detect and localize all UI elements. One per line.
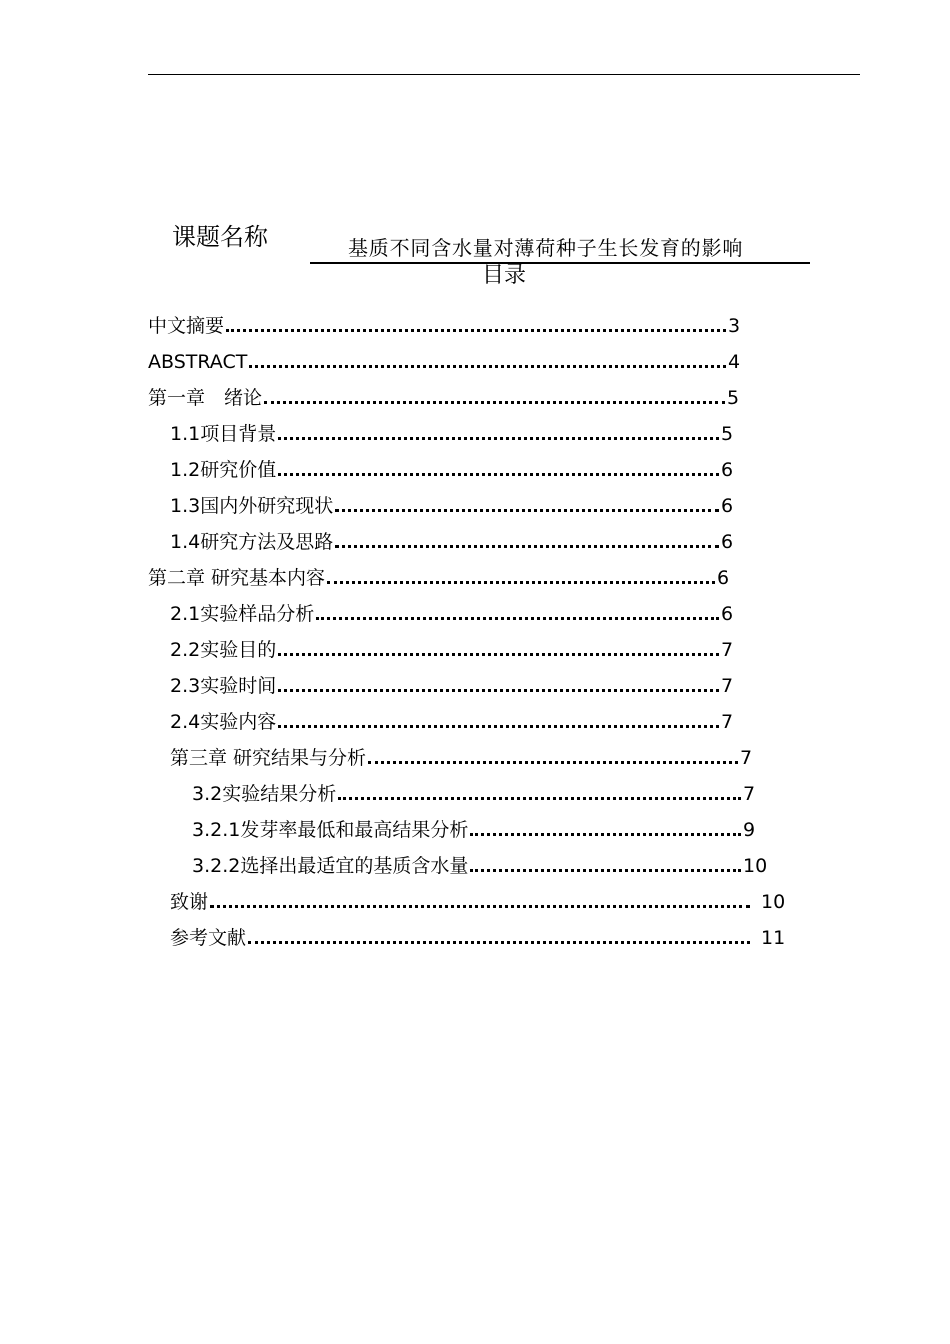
toc-dot-leader [335, 545, 719, 548]
toc-entry[interactable] [170, 601, 751, 627]
toc-dot-leader [226, 329, 726, 332]
toc-entry-page-number: 6 [721, 603, 734, 625]
toc-dot-leader [278, 689, 719, 692]
toc-entry-page-number: 7 [743, 783, 756, 805]
header-rule [148, 74, 860, 75]
toc-entry-page-number: 6 [721, 495, 734, 517]
toc-entry-page-number: 6 [721, 459, 734, 481]
toc-entry[interactable] [148, 565, 747, 591]
toc-entry[interactable] [192, 817, 773, 843]
toc-entry[interactable] [148, 385, 757, 411]
toc-entry-label: 第一章 绪论 [148, 387, 263, 409]
toc-dot-leader [368, 761, 738, 764]
toc-entry[interactable] [170, 925, 791, 951]
toc-dot-leader [338, 797, 741, 800]
toc-entry-label: 参考文献 [170, 927, 247, 949]
toc-entry-page-number: 7 [721, 711, 734, 733]
toc-entry-label: 第三章 研究结果与分析 [170, 747, 367, 769]
toc-entry[interactable] [148, 349, 758, 375]
toc-dot-leader [278, 473, 719, 476]
toc-entry-page-number: 6 [717, 567, 730, 589]
toc-entry[interactable] [170, 637, 751, 663]
toc-entry-label: 1.1项目背景 [170, 423, 277, 445]
toc-entry[interactable] [192, 853, 773, 879]
toc-dot-leader [316, 617, 719, 620]
toc-dot-leader [327, 581, 715, 584]
toc-entry-label: 3.2.1发芽率最低和最高结果分析 [192, 819, 469, 841]
toc-entry[interactable] [170, 529, 751, 555]
toc-entry-label: 2.2实验目的 [170, 639, 277, 661]
toc-entry-label: 第二章 研究基本内容 [148, 567, 326, 589]
toc-dot-leader [248, 941, 750, 944]
toc-entry-label: 1.2研究价值 [170, 459, 277, 481]
subject-label: 课题名称 [172, 223, 268, 251]
toc-entry[interactable] [170, 673, 751, 699]
toc-entry-page-number: 5 [721, 423, 734, 445]
toc-dot-leader [470, 833, 741, 836]
toc-entry-page-number: 10 [761, 891, 786, 913]
toc-entry[interactable] [148, 313, 758, 339]
toc-entry-page-number: 4 [728, 351, 741, 373]
toc-entry[interactable] [192, 781, 773, 807]
toc-entry[interactable] [170, 745, 770, 771]
toc-entry-label: 致谢 [170, 891, 209, 913]
toc-entry-label: 2.4实验内容 [170, 711, 277, 733]
toc-entry-page-number: 7 [721, 675, 734, 697]
toc-entry-page-number: 3 [728, 315, 741, 337]
toc-entry-page-number: 10 [743, 855, 768, 877]
toc-entry-page-number: 6 [721, 531, 734, 553]
toc-entry-page-number: 11 [761, 927, 786, 949]
toc-dot-leader [335, 509, 719, 512]
toc-entry[interactable] [170, 457, 751, 483]
toc-dot-leader [278, 653, 719, 656]
toc-entry-label: 1.3国内外研究现状 [170, 495, 334, 517]
toc-dot-leader [278, 725, 719, 728]
toc-entry-page-number: 9 [743, 819, 756, 841]
subject-title-field [310, 234, 810, 264]
toc-dot-leader [470, 869, 741, 872]
toc-entry-page-number: 7 [740, 747, 753, 769]
toc-entry-label: 1.4研究方法及思路 [170, 531, 334, 553]
toc-dot-leader [249, 365, 726, 368]
subject-title: 基质不同含水量对薄荷种子生长发育的影响 [348, 236, 744, 260]
toc-dot-leader [264, 401, 725, 404]
toc-entry-label: 3.2实验结果分析 [192, 783, 337, 805]
toc-title: 目录 [482, 263, 527, 288]
toc-entry-label: 2.1实验样品分析 [170, 603, 315, 625]
toc-entry[interactable] [170, 421, 751, 447]
toc-entry-label: 2.3实验时间 [170, 675, 277, 697]
toc-entry-page-number: 7 [721, 639, 734, 661]
toc-entry-label: 中文摘要 [148, 315, 225, 337]
toc-entry-label: ABSTRACT [148, 351, 248, 373]
toc-dot-leader [278, 437, 719, 440]
toc-entry[interactable] [170, 493, 751, 519]
toc-entry-page-number: 5 [727, 387, 740, 409]
toc-entry[interactable] [170, 889, 791, 915]
toc-entry[interactable] [170, 709, 751, 735]
toc-dot-leader [210, 905, 750, 908]
toc-entry-label: 3.2.2选择出最适宜的基质含水量 [192, 855, 469, 877]
